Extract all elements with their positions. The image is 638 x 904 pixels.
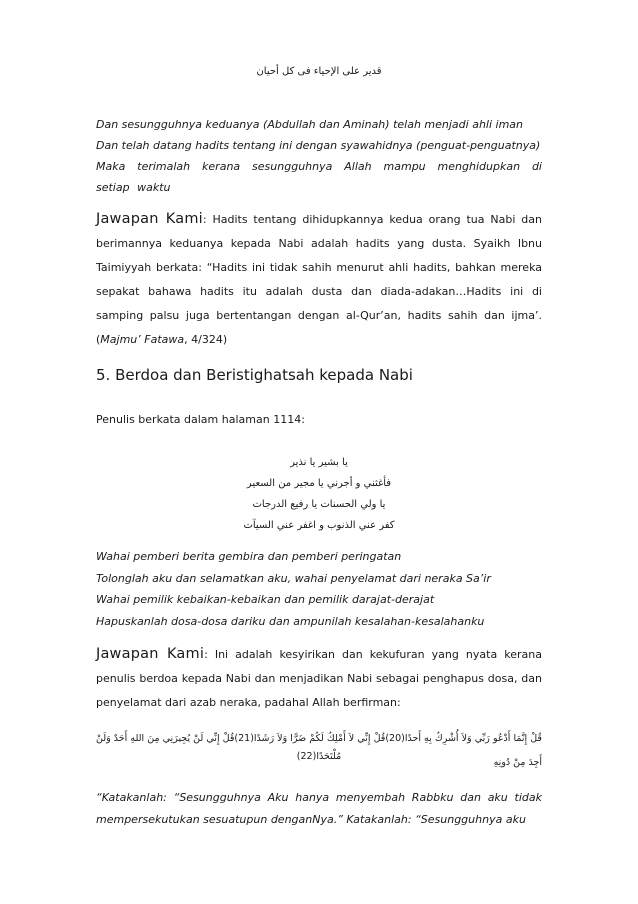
jawapan-label: Jawapan Kami xyxy=(96,211,203,227)
top-arabic-line: قدير على الإحياء فى كل أحيان xyxy=(256,66,382,77)
jawapan-kami-paragraph-1 xyxy=(96,207,542,352)
arabic-poem-line: كفر عني الذنوب و اغفر عني السيآت xyxy=(243,520,395,531)
citation-title: Majmu’ Fatawa xyxy=(100,333,185,346)
verse-translation: “Katakanlah: “Sesungguhnya Aku hanya menyembah Rabbku dan aku tidak mempersekutukan sesuatupun denganNya.” Katakanlah: “Sesungguhnya aku xyxy=(96,791,542,826)
translation-line: Wahai pemilik kebaikan-kebaikan dan pemilik darajat-derajat xyxy=(96,593,435,606)
indonesian-poem-translation xyxy=(96,114,542,198)
poem-translation xyxy=(96,546,542,632)
jawapan-kami-paragraph-2 xyxy=(96,642,542,715)
arabic-poem-line: فأغثني و أجرني يا مجير من السعير xyxy=(246,478,392,489)
penulis-line: Penulis berkata dalam halaman 1114: xyxy=(96,413,305,426)
arabic-poem xyxy=(96,452,542,536)
jawapan-body: : Hadits tentang dihidupkannya kedua orang tua Nabi dan berimannya keduanya kepada Nabi adalah hadits yang dusta. Syaikh Ibnu Taimiyyah berkata: “Hadits ini tidak sahih menurut ahli hadits, bahkan mereka sepakat bahawa hadits itu adalah dusta dan diada-adakan…Hadits ini di samping palsu juga bertentangan dengan al-Qur’an, hadits sahih dan ijma’. ( xyxy=(96,213,542,346)
translation-line: Dan sesungguhnya keduanya (Abdullah dan Aminah) telah menjadi ahli iman xyxy=(96,118,524,131)
citation-tail: , 4/324) xyxy=(184,333,228,346)
translation-line: Dan telah datang hadits tentang ini dengan syawahidnya (penguat-penguatnya) xyxy=(96,139,541,152)
jawapan-label: Jawapan Kami xyxy=(96,646,205,662)
section-heading: 5. Berdoa dan Beristighatsah kepada Nabi xyxy=(96,366,413,384)
translation-line: Wahai pemberi berita gembira dan pemberi peringatan xyxy=(96,550,402,563)
translation-line: Maka terimalah kerana sesungguhnya Allah mampu menghidupkan di setiap waktu xyxy=(96,160,542,194)
jawapan-body: : Ini adalah kesyirikan dan kekufuran yang nyata kerana penulis berdoa kepada Nabi dan menjadikan Nabi sebagai penghapus dosa, dan penyelamat dari azab neraka, padahal Allah berfirman: xyxy=(96,648,542,709)
translation-line: Tolonglah aku dan selamatkan aku, wahai penyelamat dari neraka Sa’ir xyxy=(96,571,491,585)
arabic-poem-line: يا بشير يا نذير xyxy=(290,457,348,468)
arabic-poem-line: يا ولي الحسنات يا رفيع الدرجات xyxy=(252,499,386,510)
translation-line: Hapuskanlah dosa-dosa dariku dan ampunilah kesalahan-kesalahanku xyxy=(96,614,485,628)
quran-verse-line: قُلْ إِنَّمَا أَدْعُو رَبِّي وَلاَ أُشْرِكُ بِهِ أَحدًا(20)قُلْ إِنِّي لاَ أَمْلِكُ لَكُمْ ضَرًّا وَلاَ رَشَدًا(21)قُلْ إِنِّي لَنْ يُجِيرَنِي مِنَ اللهِ أَحَدٌ وَلَنْ أَجِدَ مِنْ دُونِهِ xyxy=(96,733,542,768)
quran-verse-line-end: مُلْتَحَدًا(22) xyxy=(296,751,342,762)
